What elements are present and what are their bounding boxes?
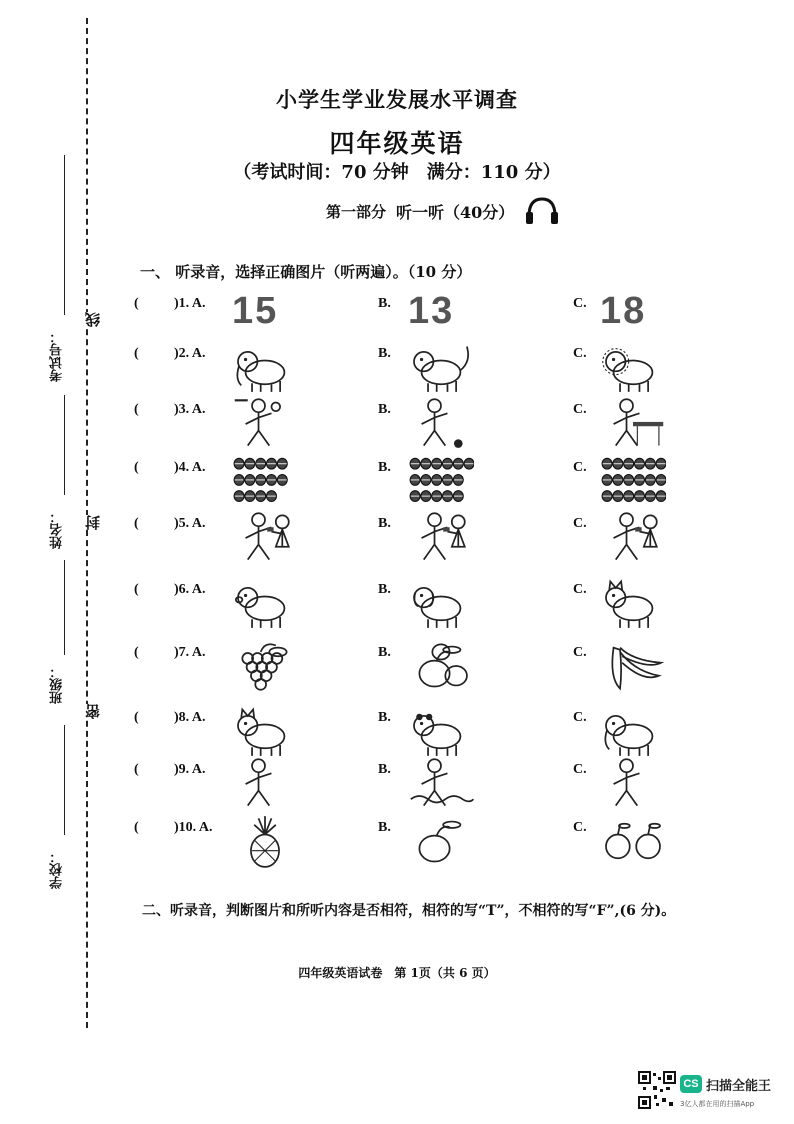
option-c-label: C. xyxy=(573,820,587,835)
ping-pong-player-picture xyxy=(600,396,666,454)
option-c-label: C. xyxy=(573,710,587,725)
pineapple-picture xyxy=(232,814,298,872)
scanner-watermark xyxy=(680,1073,784,1113)
thirteen-number xyxy=(408,290,454,333)
question-row xyxy=(0,516,794,572)
exam-no-label: 考试号： xyxy=(50,330,65,382)
option-b-label: B. xyxy=(378,710,391,725)
option-b-label: B. xyxy=(378,402,391,417)
option-c-label: C. xyxy=(573,645,587,660)
option-c-label: C. xyxy=(573,516,587,531)
answer-blank[interactable]: ( xyxy=(134,820,139,835)
giving-cake-picture xyxy=(408,510,474,568)
question-row xyxy=(0,582,794,638)
eighteen-number xyxy=(600,290,646,333)
question-number xyxy=(134,402,206,418)
question-label: )3. A. xyxy=(174,402,206,417)
question-label: )5. A. xyxy=(174,516,206,531)
fifteen-number xyxy=(232,290,278,333)
seal-mark: 封 xyxy=(84,515,102,530)
question-number xyxy=(134,296,206,312)
apples-picture xyxy=(600,814,666,872)
question-number xyxy=(134,516,206,532)
giving-apple-picture xyxy=(600,510,666,568)
answer-blank[interactable]: ( xyxy=(134,296,139,311)
answer-blank[interactable]: ( xyxy=(134,710,139,725)
question-number xyxy=(134,762,206,778)
question-row xyxy=(0,290,794,352)
question-number xyxy=(134,645,206,661)
answer-blank[interactable]: ( xyxy=(134,645,139,660)
scanner-name: 扫描全能王 xyxy=(706,1079,772,1094)
question-number xyxy=(134,710,206,726)
question-row xyxy=(0,820,794,876)
question-number xyxy=(134,460,206,476)
question-label: )8. A. xyxy=(174,710,206,725)
subject-title: 四年级英语 xyxy=(329,129,465,158)
question-number xyxy=(134,820,213,836)
question-label: )7. A. xyxy=(174,645,206,660)
secret-mark: 密 xyxy=(84,704,102,719)
answer-blank[interactable]: ( xyxy=(134,516,139,531)
cat-picture xyxy=(600,576,666,634)
bananas-picture xyxy=(600,639,666,697)
cat-picture xyxy=(232,704,298,762)
question-label: )6. A. xyxy=(174,582,206,597)
section2-heading: 二、听录音，判断图片和所听内容是否相符，相符的写“T”，不相符的写“F”,(6 分)。 xyxy=(142,903,676,919)
answer-blank[interactable]: ( xyxy=(134,402,139,417)
football-player-picture xyxy=(408,396,474,454)
line-mark: 线 xyxy=(84,312,102,327)
section1-heading: 一、 听录音，选择正确图片（听两遍）。（10 分） xyxy=(140,263,472,281)
question-label: )1. A. xyxy=(174,296,206,311)
page-footer: 四年级英语试卷 第 1页（共 6 页） xyxy=(298,966,496,980)
monkey-picture xyxy=(408,340,474,398)
question-row xyxy=(0,710,794,766)
question-label: )10. A. xyxy=(174,820,213,835)
qr-code-icon xyxy=(638,1071,676,1109)
question-row xyxy=(0,460,794,516)
question-label: )9. A. xyxy=(174,762,206,777)
option-c-label: C. xyxy=(573,346,587,361)
question-row xyxy=(0,346,794,402)
number-picture-text: 15 xyxy=(232,290,279,332)
mangoes-picture xyxy=(408,639,474,697)
scanner-badge: CS xyxy=(680,1075,702,1093)
question-row xyxy=(0,645,794,701)
eighteen-balls-picture xyxy=(600,454,666,512)
exam-info: （考试时间：70 分钟 满分：110 分） xyxy=(233,162,561,183)
option-c-label: C. xyxy=(573,582,587,597)
dog-picture xyxy=(408,576,474,634)
fourteen-balls-picture xyxy=(232,454,298,512)
mango-picture xyxy=(408,814,474,872)
walking-boy-picture xyxy=(600,756,666,814)
part-title: 听一听（40分） xyxy=(396,202,515,222)
elephant-picture xyxy=(232,340,298,398)
option-b-label: B. xyxy=(378,820,391,835)
question-row xyxy=(0,762,794,818)
lion-picture xyxy=(600,340,666,398)
question-label: )4. A. xyxy=(174,460,206,475)
class-label: 班级： xyxy=(50,665,65,704)
school-label: 学校： xyxy=(50,850,65,889)
answer-blank[interactable]: ( xyxy=(134,346,139,361)
option-c-label: C. xyxy=(573,762,587,777)
elephant-picture xyxy=(600,704,666,762)
running-boy-picture xyxy=(232,756,298,814)
panda-picture xyxy=(408,704,474,762)
part-label: 第一部分 xyxy=(326,202,387,221)
question-label: )2. A. xyxy=(174,346,206,361)
scanner-tagline: 3亿人都在用的扫描App xyxy=(680,1100,755,1108)
option-b-label: B. xyxy=(378,582,391,597)
answer-blank[interactable]: ( xyxy=(134,582,139,597)
headphones-icon xyxy=(524,196,560,226)
name-label: 姓名： xyxy=(50,510,65,549)
option-b-label: B. xyxy=(378,346,391,361)
number-picture-text: 18 xyxy=(600,290,647,332)
answer-blank[interactable]: ( xyxy=(134,762,139,777)
option-c-label: C. xyxy=(573,296,587,311)
question-number xyxy=(134,582,206,598)
part-heading xyxy=(326,196,560,226)
option-b-label: B. xyxy=(378,516,391,531)
option-b-label: B. xyxy=(378,762,391,777)
answer-blank[interactable]: ( xyxy=(134,460,139,475)
sixteen-balls-picture xyxy=(408,454,474,512)
option-c-label: C. xyxy=(573,460,587,475)
option-b-label: B. xyxy=(378,645,391,660)
question-number xyxy=(134,346,206,362)
swimming-boy-picture xyxy=(408,756,474,814)
pig-picture xyxy=(232,576,298,634)
grapes-picture xyxy=(232,639,298,697)
basketball-player-picture xyxy=(232,396,298,454)
option-b-label: B. xyxy=(378,460,391,475)
survey-title: 小学生学业发展水平调查 xyxy=(276,87,518,112)
giving-gift-picture xyxy=(232,510,298,568)
number-picture-text: 13 xyxy=(408,290,455,332)
option-b-label: B. xyxy=(378,296,391,311)
option-c-label: C. xyxy=(573,402,587,417)
question-row xyxy=(0,402,794,458)
